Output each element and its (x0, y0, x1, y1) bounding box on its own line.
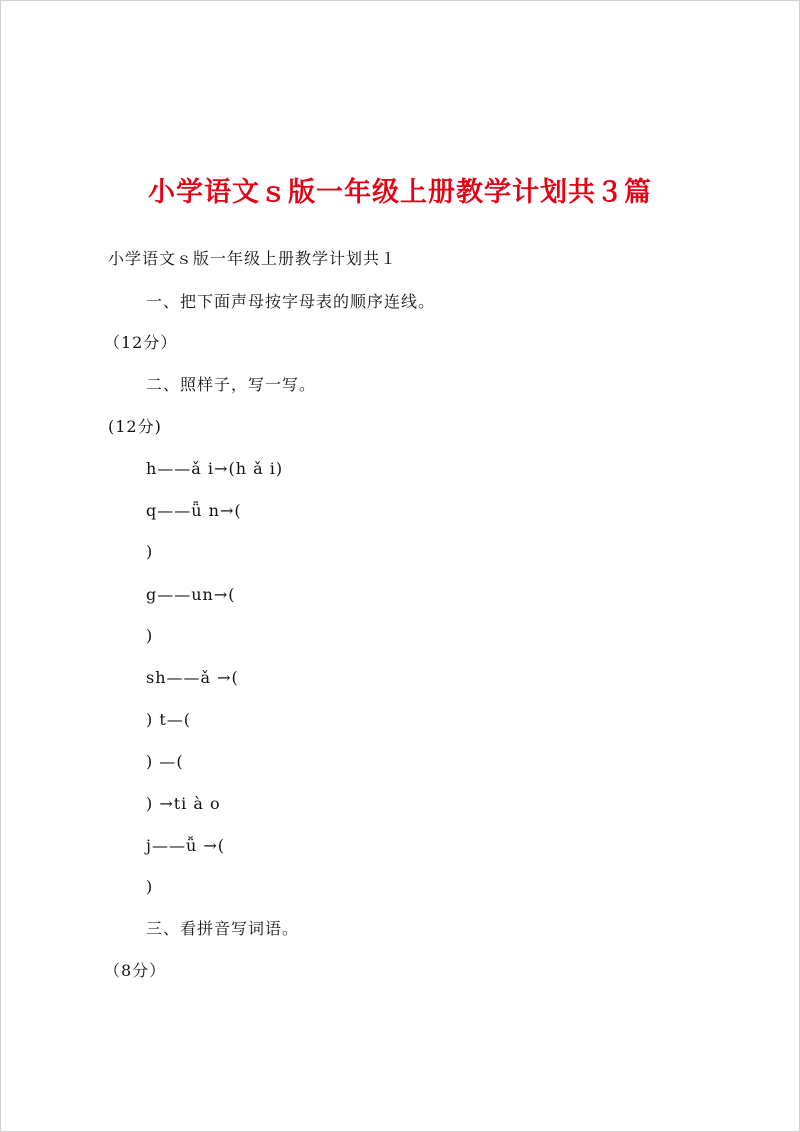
score-3: （8分） (104, 961, 167, 980)
score-1: （12分） (104, 333, 178, 352)
pinyin-item-q-close: ) (146, 542, 154, 561)
pinyin-item-g: g——un→( (146, 585, 236, 604)
pinyin-item-j: j——ǚ →( (146, 836, 225, 855)
score-2: (12分) (108, 417, 162, 436)
question-2: 二、照样子，写一写。 (146, 375, 317, 394)
document-title: 小学语文ｓ版一年级上册教学计划共３篇 (148, 177, 652, 208)
pinyin-item-j-close: ) (146, 877, 154, 896)
question-1: 一、把下面声母按字母表的顺序连线。 (146, 292, 436, 311)
pinyin-item-t-2: ) —( (146, 752, 184, 771)
pinyin-item-tiao: ) →ti à o (146, 794, 221, 813)
section-heading: 小学语文ｓ版一年级上册教学计划共１ (108, 249, 398, 268)
pinyin-item-q: q——ǖ n→( (146, 501, 242, 520)
pinyin-example: h——ǎ i→(h ǎ i) (146, 459, 284, 478)
question-3: 三、看拼音写词语。 (146, 919, 300, 938)
pinyin-item-g-close: ) (146, 626, 154, 645)
pinyin-item-t: ) t—( (146, 710, 191, 729)
pinyin-item-sh: sh——ǎ →( (146, 668, 239, 687)
